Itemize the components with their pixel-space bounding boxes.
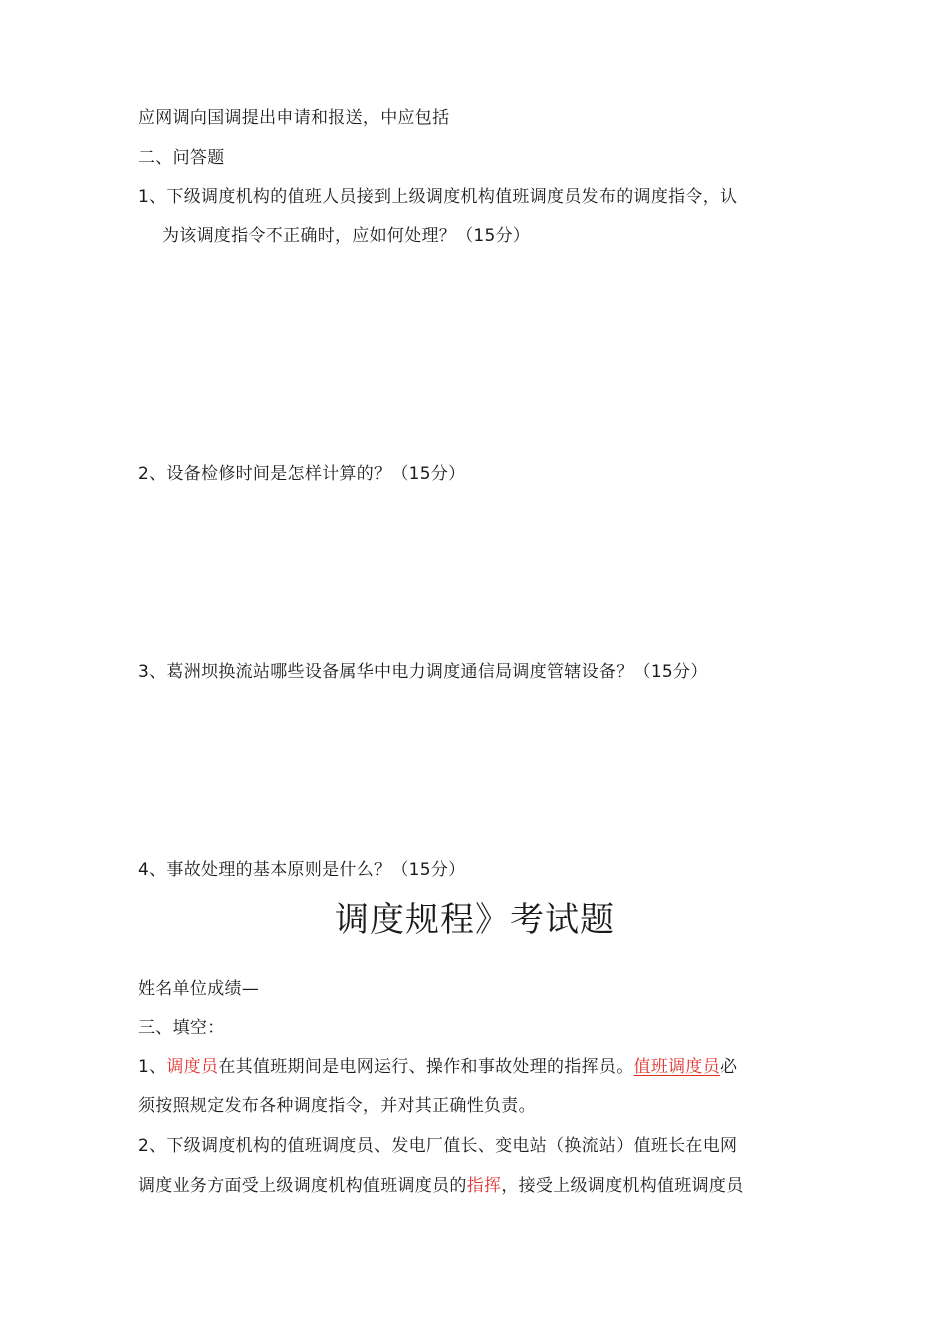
fill-item-2-line-2: [138, 1174, 744, 1198]
section-heading-qa: 二、问答题: [138, 148, 225, 168]
question-4: 4、事故处理的基本原则是什么？（15分）: [138, 860, 466, 880]
text-line-intro: 应网调向国调提出申请和报送，中应包括: [138, 108, 450, 128]
question-3: 3、葛洲坝换流站哪些设备属华中电力调度通信局调度管辖设备？（15分）: [138, 662, 708, 682]
question-2: 2、设备检修时间是怎样计算的？（15分）: [138, 464, 466, 484]
fill-2-suffix: ，接受上级调度机构值班调度员: [501, 1176, 744, 1196]
fill-item-1-line-2: 须按照规定发布各种调度指令，并对其正确性负责。: [138, 1096, 536, 1116]
fill-1-prefix: 1、: [138, 1057, 167, 1077]
section-heading-fill: 三、填空：: [138, 1018, 225, 1038]
fill-2-prefix: 调度业务方面受上级调度机构值班调度员的: [138, 1176, 467, 1196]
fill-1-mid: 在其值班期间是电网运行、操作和事故处理的指挥员。: [218, 1057, 634, 1077]
fill-1-answer-2: 值班调度员: [633, 1057, 721, 1077]
info-line: 姓名单位成绩—: [138, 979, 260, 999]
question-1-line-2: 为该调度指令不正确时，应如何处理？（15分）: [162, 226, 531, 246]
fill-1-suffix: 必: [720, 1057, 738, 1077]
fill-item-1-line-1: [138, 1055, 737, 1079]
fill-2-answer: 指挥: [466, 1176, 502, 1196]
exam-title: 调度规程》考试题: [335, 900, 615, 940]
fill-1-answer-1: 调度员: [166, 1057, 219, 1077]
fill-item-2-line-1: 2、下级调度机构的值班调度员、发电厂值长、变电站（换流站）值班长在电网: [138, 1136, 738, 1156]
question-1-line-1: 1、下级调度机构的值班人员接到上级调度机构值班调度员发布的调度指令，认: [138, 187, 738, 207]
